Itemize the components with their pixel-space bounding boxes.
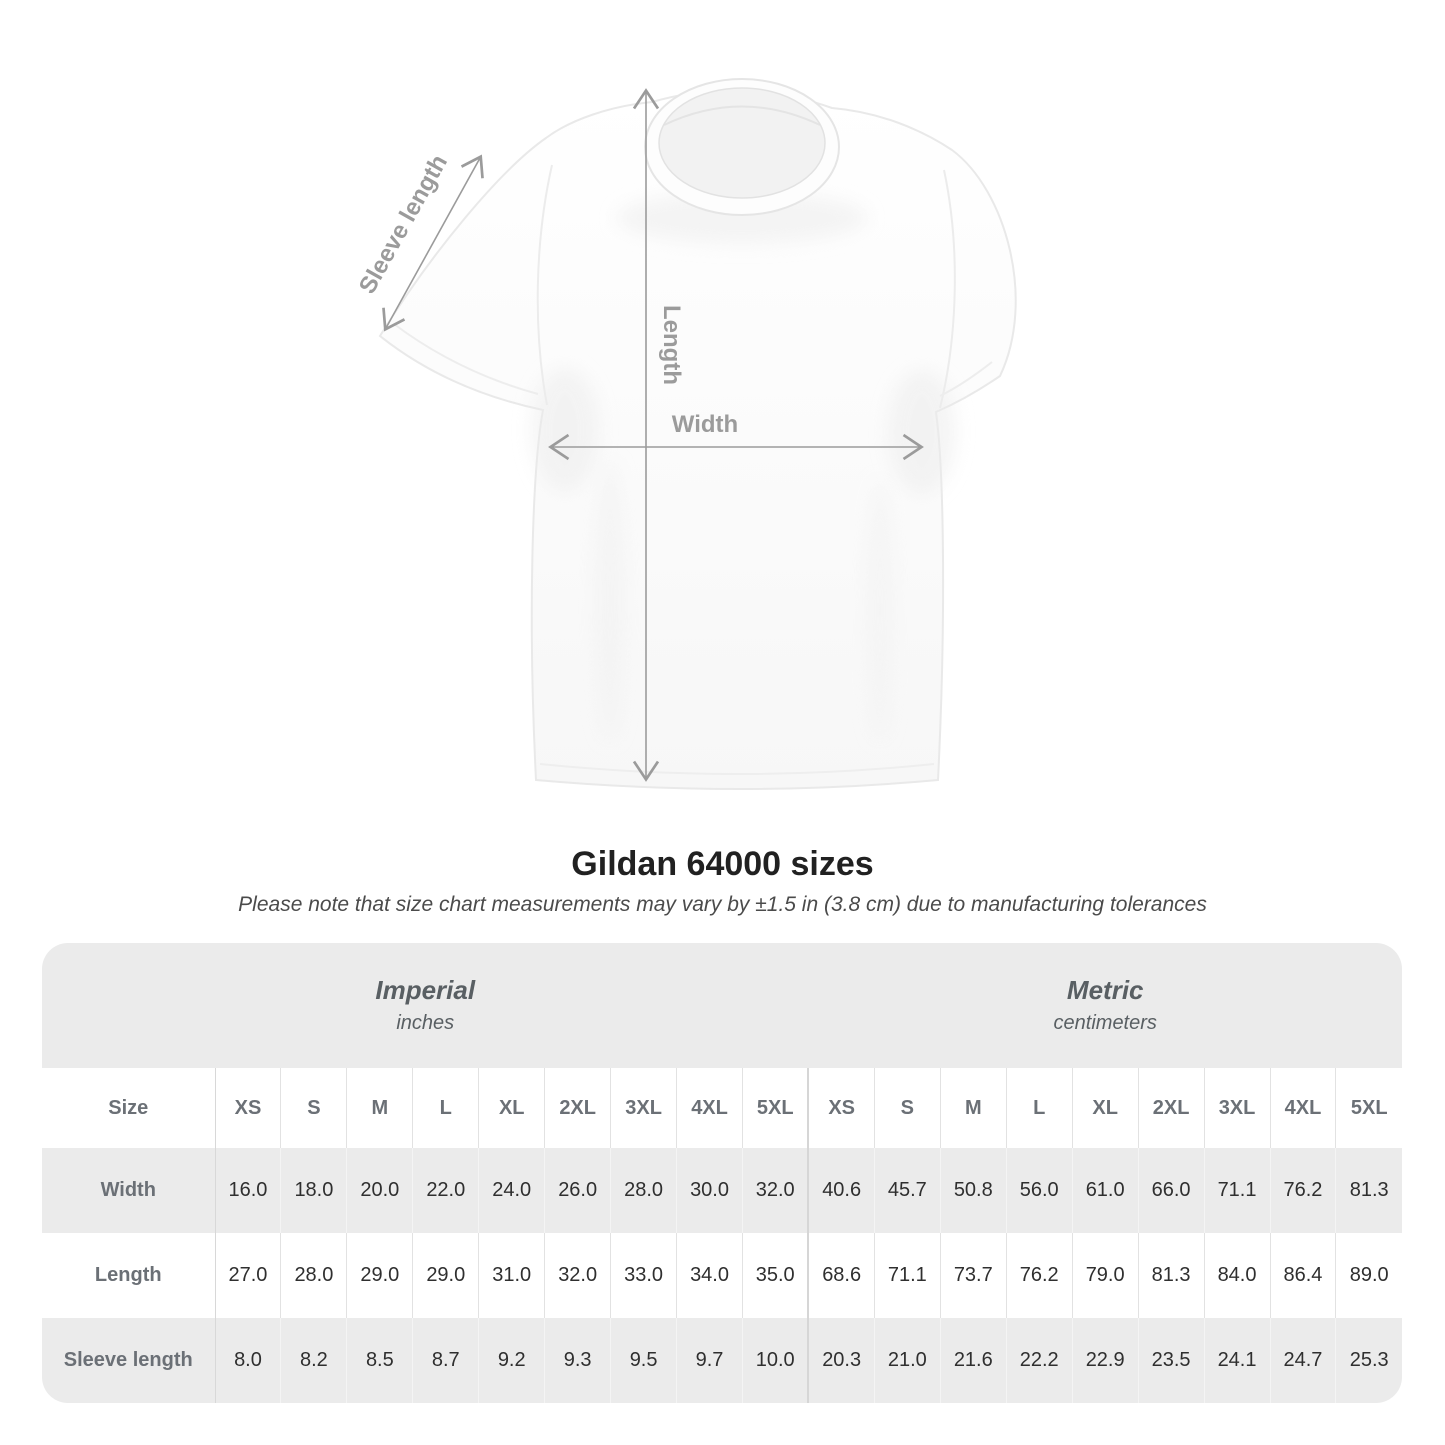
cell: 22.2 [1006,1318,1072,1403]
cell: 23.5 [1138,1318,1204,1403]
table-row-length [42,1233,1402,1318]
row-label: Length [94,1264,162,1286]
cell: 9.2 [479,1318,545,1403]
table-row-width [42,1148,1402,1233]
tolerance-note: Please note that size chart measurements may vary by ±1.5 in (3.8 cm) due to manufacturing tolerances [238,893,1207,916]
cell: 79.0 [1072,1233,1138,1318]
cell: 9.3 [545,1318,611,1403]
cell: 81.3 [1336,1148,1402,1233]
cell: 20.3 [808,1318,874,1403]
cell: 68.6 [808,1233,874,1318]
cell: 71.1 [1204,1148,1270,1233]
cell: 30.0 [677,1148,743,1233]
cell: 34.0 [677,1233,743,1318]
length-label: Length [658,305,685,385]
size-col-header: L [413,1068,479,1148]
size-col-header: S [874,1068,940,1148]
cell: 28.0 [611,1148,677,1233]
size-col-header: M [940,1068,1006,1148]
width-label: Width [671,411,739,438]
cell: 50.8 [940,1148,1006,1233]
size-col-header: XS [215,1068,281,1148]
metric-label: Metric [1066,974,1144,1005]
cell: 32.0 [743,1148,809,1233]
size-col-header: L [1006,1068,1072,1148]
unit-header-row [42,943,1402,1068]
cell: 8.2 [281,1318,347,1403]
imperial-label: Imperial [375,974,476,1005]
cell: 32.0 [545,1233,611,1318]
size-col-header: M [347,1068,413,1148]
cell: 16.0 [215,1148,281,1233]
imperial-unit: inches [396,1012,455,1035]
cell: 61.0 [1072,1148,1138,1233]
cell: 9.5 [611,1318,677,1403]
cell: 73.7 [940,1233,1006,1318]
row-label: Width [100,1179,156,1201]
size-col-header: 3XL [611,1068,677,1148]
cell: 18.0 [281,1148,347,1233]
size-header: Size [108,1096,149,1119]
cell: 21.0 [874,1318,940,1403]
cell: 25.3 [1336,1318,1402,1403]
cell: 86.4 [1270,1233,1336,1318]
size-col-header: 5XL [743,1068,809,1148]
cell: 81.3 [1138,1233,1204,1318]
size-col-header: XL [479,1068,545,1148]
metric-header [808,943,1402,1068]
size-col-header: XL [1072,1068,1138,1148]
cell: 21.6 [940,1318,1006,1403]
size-table [42,943,1402,1403]
size-col-header: 4XL [1270,1068,1336,1148]
cell: 8.0 [215,1318,281,1403]
imperial-header [42,943,808,1068]
size-col-header: S [281,1068,347,1148]
cell: 27.0 [215,1233,281,1318]
cell: 10.0 [743,1318,809,1403]
cell: 29.0 [347,1233,413,1318]
size-col-header: 2XL [545,1068,611,1148]
cell: 76.2 [1270,1148,1336,1233]
cell: 45.7 [874,1148,940,1233]
page-title: Gildan 64000 sizes [571,845,874,883]
cell: 8.5 [347,1318,413,1403]
cell: 26.0 [545,1148,611,1233]
cell: 22.9 [1072,1318,1138,1403]
sleeve-length-label: Sleeve length [353,150,454,299]
cell: 8.7 [413,1318,479,1403]
size-col-header: 5XL [1336,1068,1402,1148]
cell: 71.1 [874,1233,940,1318]
cell: 66.0 [1138,1148,1204,1233]
cell: 31.0 [479,1233,545,1318]
cell: 29.0 [413,1233,479,1318]
cell: 33.0 [611,1233,677,1318]
cell: 84.0 [1204,1233,1270,1318]
cell: 76.2 [1006,1233,1072,1318]
cell: 22.0 [413,1148,479,1233]
cell: 24.7 [1270,1318,1336,1403]
cell: 24.0 [479,1148,545,1233]
table-row-sleeve-length [42,1318,1402,1403]
size-col-header: 2XL [1138,1068,1204,1148]
cell: 9.7 [677,1318,743,1403]
size-col-header: XS [808,1068,874,1148]
cell: 20.0 [347,1148,413,1233]
metric-unit: centimeters [1053,1012,1157,1035]
size-col-header: 4XL [677,1068,743,1148]
cell: 24.1 [1204,1318,1270,1403]
cell: 35.0 [743,1233,809,1318]
cell: 28.0 [281,1233,347,1318]
cell: 40.6 [808,1148,874,1233]
cell: 56.0 [1006,1148,1072,1233]
size-col-header: 3XL [1204,1068,1270,1148]
cell: 89.0 [1336,1233,1402,1318]
size-header-row [42,1068,1402,1148]
row-label: Sleeve length [63,1349,193,1371]
